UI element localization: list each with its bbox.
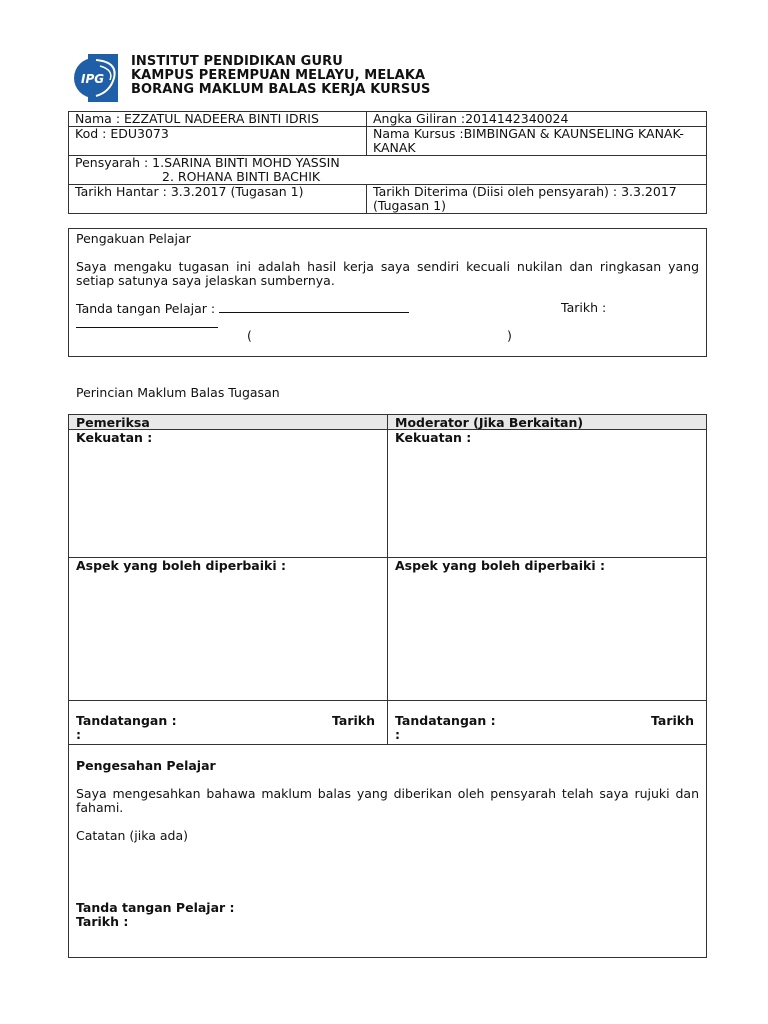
pengakuan-box — [68, 228, 707, 357]
tarikh-pemeriksa-colon: : — [76, 727, 81, 742]
angka-giliran-cell: Angka Giliran :2014142340024 — [367, 112, 707, 127]
tarikh-label: Tarikh : — [561, 300, 607, 315]
tandatangan-pemeriksa-label: Tandatangan : — [76, 713, 177, 728]
tarikh-diterima-line2: (Tugasan 1) — [373, 198, 447, 213]
catatan-field[interactable] — [76, 845, 699, 897]
nama-kursus-cell — [367, 127, 707, 156]
nama-cell: Nama : EZZATUL NADEERA BINTI IDRIS — [69, 112, 367, 127]
pengesahan-tanda-label: Tanda tangan Pelajar : — [76, 900, 235, 915]
student-info-table — [68, 111, 707, 214]
ipg-logo — [74, 52, 120, 104]
aspek-moderator-label: Aspek yang boleh diperbaiki : — [395, 558, 605, 573]
pemeriksa-header: Pemeriksa — [76, 415, 150, 430]
pengakuan-title: Pengakuan Pelajar — [76, 231, 191, 246]
row-divider-3 — [69, 744, 706, 745]
tarikh-hantar-cell: Tarikh Hantar : 3.3.2017 (Tugasan 1) — [69, 185, 367, 214]
pensyarah-line1: Pensyarah : 1.SARINA BINTI MOHD YASSIN — [75, 155, 340, 170]
paren-close: ) — [507, 328, 512, 343]
moderator-header: Moderator (Jika Berkaitan) — [395, 415, 584, 430]
tarikh-pemeriksa-label: Tarikh — [332, 713, 376, 728]
feedback-box — [68, 414, 707, 958]
nama-kursus-line2: KANAK — [373, 140, 416, 155]
pengesahan-tarikh-label: Tarikh : — [76, 914, 129, 929]
svg-text:IPG: IPG — [81, 72, 105, 86]
tarikh-diterima-cell — [367, 185, 707, 214]
aspek-pemeriksa-label: Aspek yang boleh diperbaiki : — [76, 558, 286, 573]
tanda-tangan-label: Tanda tangan Pelajar : — [76, 301, 216, 316]
form-title: BORANG MAKLUM BALAS KERJA KURSUS — [131, 82, 431, 97]
aspek-moderator-field[interactable] — [390, 573, 704, 698]
tanda-tangan-row — [76, 300, 409, 316]
tarikh-diterima-line1: Tarikh Diterima (Diisi oleh pensyarah) : 3.3.2017 — [373, 184, 677, 199]
kod-cell: Kod : EDU3073 — [69, 127, 367, 156]
nama-kursus-line1: Nama Kursus :BIMBINGAN & KAUNSELING KANAK- — [373, 126, 684, 141]
catatan-label: Catatan (jika ada) — [76, 828, 189, 843]
column-divider — [387, 415, 388, 744]
pengesahan-text-line2: fahami. — [76, 800, 124, 815]
campus-name: KAMPUS PEREMPUAN MELAYU, MELAKA — [131, 68, 426, 83]
pengakuan-text-line1: Saya mengaku tugasan ini adalah hasil kerja saya sendiri kecuali nukilan dan ringkasan yang — [76, 259, 699, 274]
kekuatan-pemeriksa-field[interactable] — [71, 445, 385, 555]
pengesahan-title: Pengesahan Pelajar — [76, 758, 216, 773]
kekuatan-moderator-label: Kekuatan : — [395, 430, 472, 445]
row-divider-2 — [69, 700, 706, 701]
tandatangan-moderator-label: Tandatangan : — [395, 713, 496, 728]
pengesahan-text-line1: Saya mengesahkan bahawa maklum balas yang diberikan oleh pensyarah telah saya rujuki dan — [76, 786, 699, 801]
signature-line[interactable] — [219, 300, 409, 313]
pengakuan-text-line2: setiap satunya saya jelaskan sumbernya. — [76, 273, 335, 288]
institute-name: INSTITUT PENDIDIKAN GURU — [131, 54, 343, 69]
pensyarah-cell — [69, 156, 707, 185]
tarikh-line[interactable] — [76, 315, 218, 328]
tarikh-moderator-colon: : — [395, 727, 400, 742]
pensyarah-line2: 2. ROHANA BINTI BACHIK — [162, 169, 321, 184]
tarikh-moderator-label: Tarikh — [651, 713, 695, 728]
paren-open: ( — [247, 328, 252, 343]
perincian-title: Perincian Maklum Balas Tugasan — [76, 385, 280, 400]
kekuatan-pemeriksa-label: Kekuatan : — [76, 430, 153, 445]
kekuatan-moderator-field[interactable] — [390, 445, 704, 555]
aspek-pemeriksa-field[interactable] — [71, 573, 385, 698]
